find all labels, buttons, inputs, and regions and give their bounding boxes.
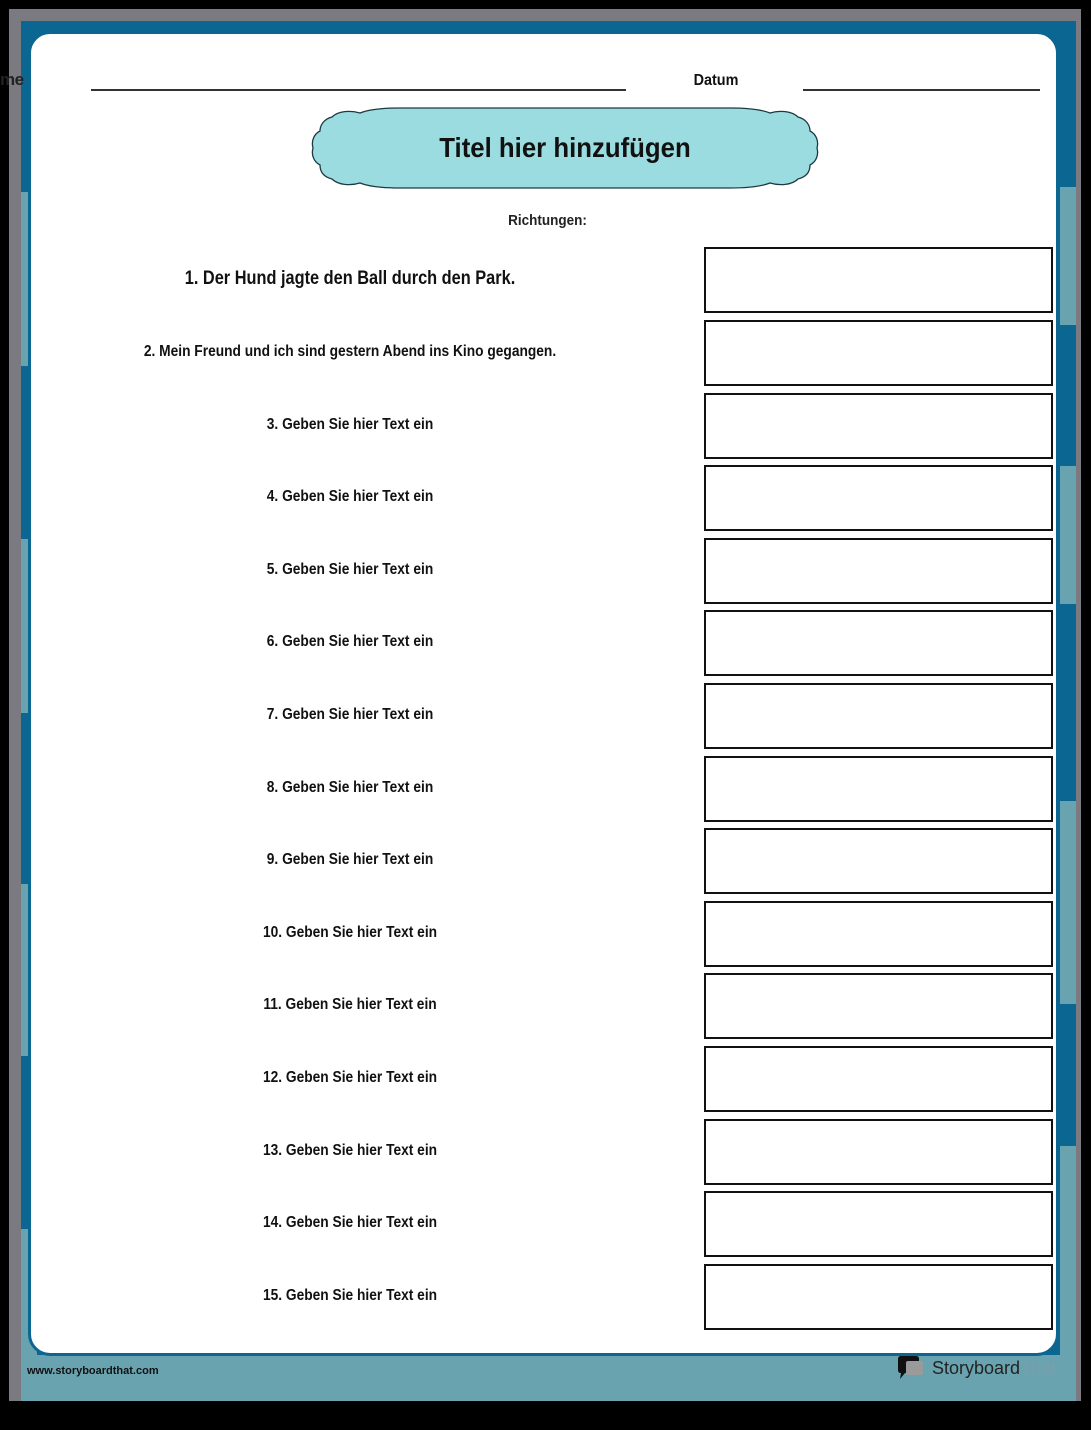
sentence-item: 15. Geben Sie hier Text ein [262, 1287, 438, 1304]
date-input-line[interactable] [803, 89, 1040, 91]
answer-box[interactable] [704, 1119, 1053, 1185]
frame-stripe [1060, 187, 1076, 325]
speech-bubble-icon [896, 1356, 926, 1380]
frame-stripe [1060, 466, 1076, 604]
answer-box[interactable] [704, 610, 1053, 676]
answer-box[interactable] [704, 683, 1053, 749]
answer-box[interactable] [704, 247, 1053, 313]
sentence-item: 3. Geben Sie hier Text ein [266, 416, 434, 433]
footer-url[interactable]: www.storyboardthat.com [27, 1365, 159, 1377]
name-label: me [0, 70, 24, 89]
sentence-item: 6. Geben Sie hier Text ein [266, 633, 434, 650]
answer-box[interactable] [704, 901, 1053, 967]
sentence-item: 4. Geben Sie hier Text ein [266, 488, 434, 505]
answer-box[interactable] [704, 465, 1053, 531]
sentence-item: 10. Geben Sie hier Text ein [262, 924, 438, 941]
sentence-item: 2. Mein Freund und ich sind gestern Abend ins Kino gegangen. [143, 343, 557, 360]
answer-box[interactable] [704, 1046, 1053, 1112]
frame-stripe [1060, 801, 1076, 1004]
answer-box[interactable] [704, 756, 1053, 822]
answer-box[interactable] [704, 973, 1053, 1039]
answer-box[interactable] [704, 538, 1053, 604]
answer-box[interactable] [704, 1264, 1053, 1330]
date-label: Datum [693, 72, 739, 89]
answer-box[interactable] [704, 320, 1053, 386]
name-input-line[interactable] [91, 89, 626, 91]
answer-box[interactable] [704, 1191, 1053, 1257]
sentence-item: 1. Der Hund jagte den Ball durch den Park. [184, 268, 516, 289]
sentence-item: 5. Geben Sie hier Text ein [266, 561, 434, 578]
sentence-item: 14. Geben Sie hier Text ein [262, 1214, 438, 1231]
sentence-item: 12. Geben Sie hier Text ein [262, 1069, 438, 1086]
storyboardthat-logo[interactable] [896, 1355, 1056, 1381]
sentence-item: 8. Geben Sie hier Text ein [266, 779, 434, 796]
sentence-item: 13. Geben Sie hier Text ein [262, 1142, 438, 1159]
sentence-item: 9. Geben Sie hier Text ein [266, 851, 434, 868]
worksheet-title: Titel hier hinzufügen [439, 132, 691, 163]
directions-label: Richtungen: [508, 212, 587, 229]
logo-text-storyboard: Storyboard [932, 1357, 1021, 1378]
sentence-item: 7. Geben Sie hier Text ein [266, 706, 434, 723]
logo-text-that: That [1020, 1357, 1057, 1378]
answer-box[interactable] [704, 828, 1053, 894]
answer-box[interactable] [704, 393, 1053, 459]
sentence-item: 11. Geben Sie hier Text ein [263, 996, 437, 1013]
title-banner[interactable] [310, 107, 820, 189]
